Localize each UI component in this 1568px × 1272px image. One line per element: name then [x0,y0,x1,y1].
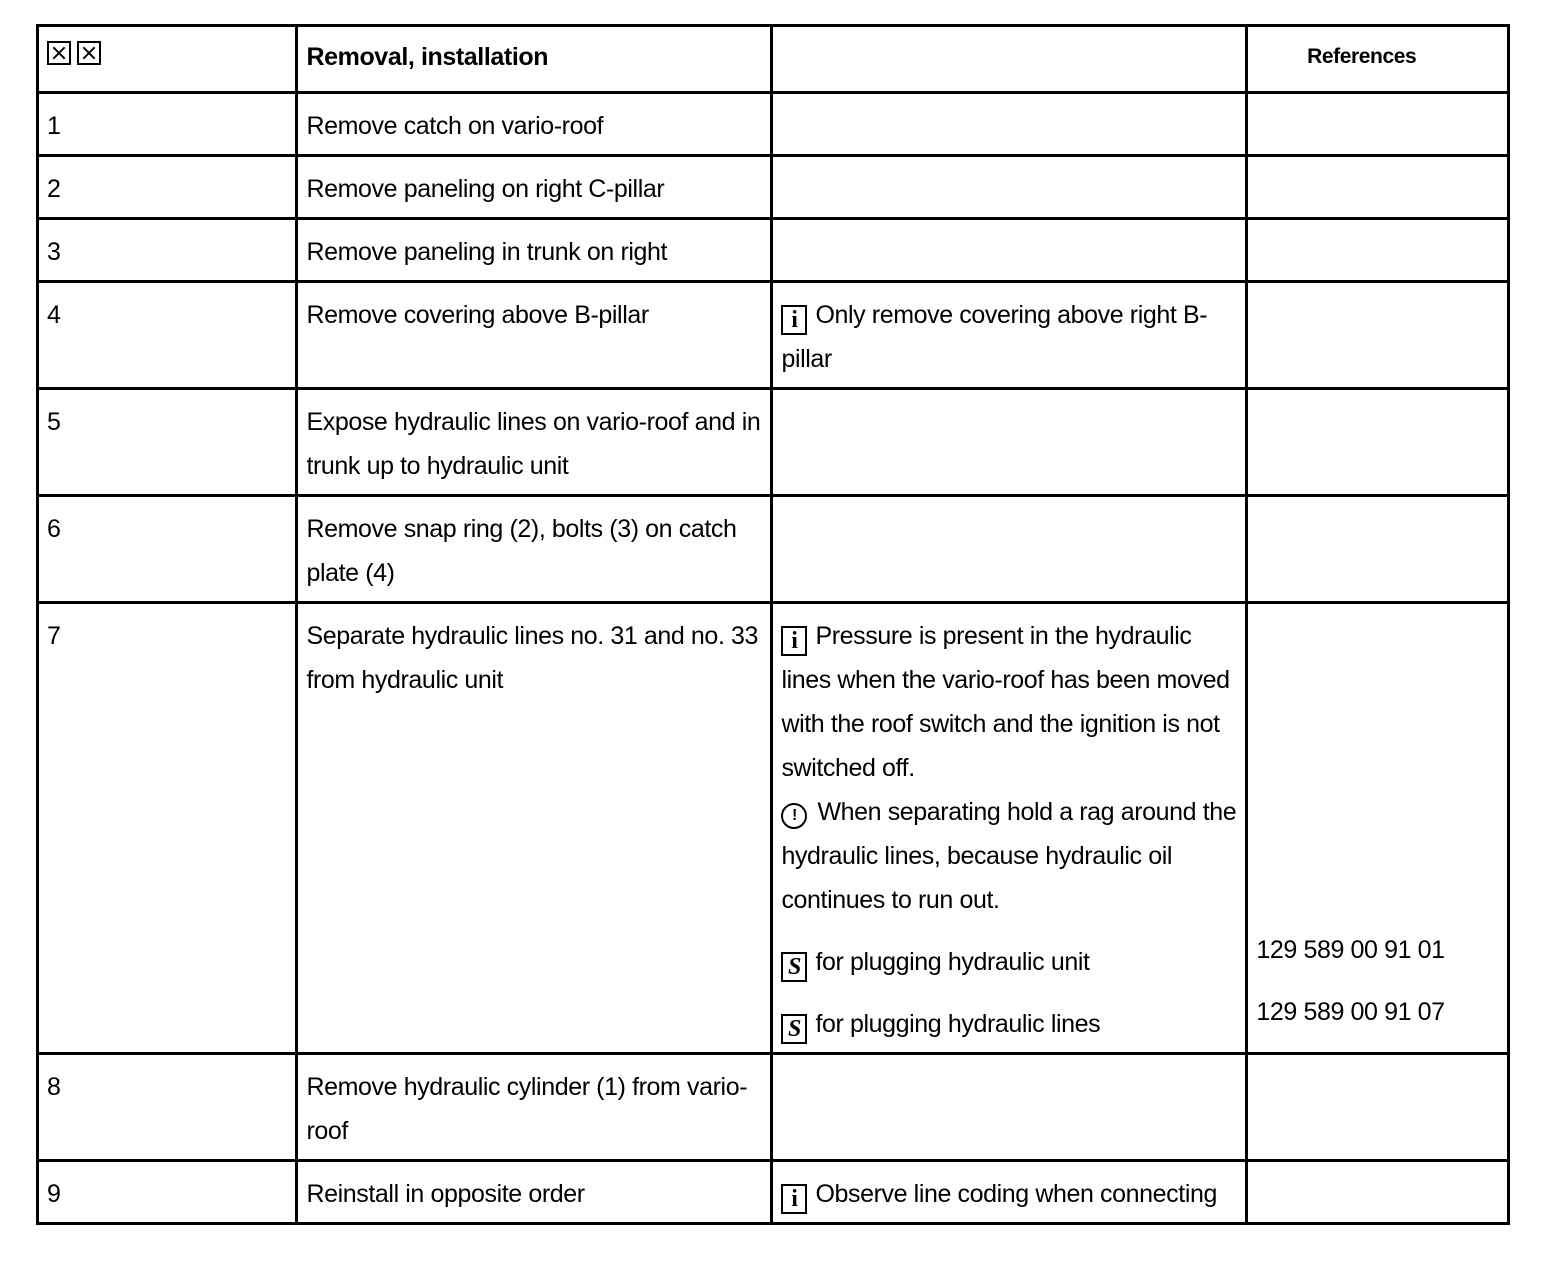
expand-arrows-icon [47,41,71,65]
step-action: Separate hydraulic lines no. 31 and no. 33 from hydraulic unit [297,603,772,1054]
tool-reference-number: 129 589 00 91 07 [1256,998,1445,1026]
info-icon: i [781,305,807,335]
table-row [38,496,1509,603]
step-reference [1247,1161,1509,1224]
header-icons-cell [38,26,297,93]
tool-reference-number: 129 589 00 91 01 [1256,936,1445,964]
note-text: When separating hold a rag around the hydraulic lines, because hydraulic oil continues to run out. [781,798,1237,914]
table-row [38,282,1509,389]
table-row [38,603,1509,1054]
step-reference [1247,282,1509,389]
step-action: Remove snap ring (2), bolts (3) on catch plate (4) [297,496,772,603]
step-note [772,1054,1247,1161]
step-reference [1247,93,1509,156]
special-tool-icon: S [781,1014,807,1044]
info-icon: i [781,1184,807,1214]
info-icon: i [781,626,807,656]
table-row [38,156,1509,219]
step-note [772,282,1247,389]
step-reference [1247,389,1509,496]
note-text: Observe line coding when connecting [815,1180,1217,1208]
step-reference [1247,156,1509,219]
step-number: 1 [38,93,297,156]
table-row [38,219,1509,282]
contract-arrows-icon [77,41,101,65]
table-row [38,1054,1509,1161]
step-action: Remove paneling in trunk on right [297,219,772,282]
header-note-title [772,26,1247,93]
step-number: 4 [38,282,297,389]
step-note [772,603,1247,1054]
step-action: Remove catch on vario-roof [297,93,772,156]
table-row [38,389,1509,496]
tool-text: for plugging hydraulic unit [815,948,1090,976]
step-number: 5 [38,389,297,496]
step-note [772,93,1247,156]
table-row [38,93,1509,156]
warning-icon: ! [781,803,807,829]
step-action: Remove paneling on right C-pillar [297,156,772,219]
procedure-table [36,24,1510,1225]
header-action-title: Removal, installation [297,26,772,93]
step-number: 2 [38,156,297,219]
step-note [772,389,1247,496]
special-tool-icon: S [781,952,807,982]
step-action: Expose hydraulic lines on vario-roof and in trunk up to hydraulic unit [297,389,772,496]
step-action: Remove hydraulic cylinder (1) from vario-roof [297,1054,772,1161]
step-action: Remove covering above B-pillar [297,282,772,389]
step-reference [1247,219,1509,282]
tool-text: for plugging hydraulic lines [815,1010,1101,1038]
step-note [772,1161,1247,1224]
table-row [38,1161,1509,1224]
note-text: Only remove covering above right B-pillar [781,301,1208,373]
step-reference [1247,603,1509,1054]
step-action: Reinstall in opposite order [297,1161,772,1224]
step-number: 9 [38,1161,297,1224]
step-number: 7 [38,603,297,1054]
step-note [772,219,1247,282]
step-number: 3 [38,219,297,282]
note-text: Pressure is present in the hydraulic lines when the vario-roof has been moved with the roof switch and the ignition is not switched off. [781,622,1230,782]
header-row [38,26,1509,93]
step-number: 8 [38,1054,297,1161]
header-references-title: References [1247,26,1509,93]
step-note [772,156,1247,219]
step-note [772,496,1247,603]
step-number: 6 [38,496,297,603]
step-reference [1247,1054,1509,1161]
step-reference [1247,496,1509,603]
